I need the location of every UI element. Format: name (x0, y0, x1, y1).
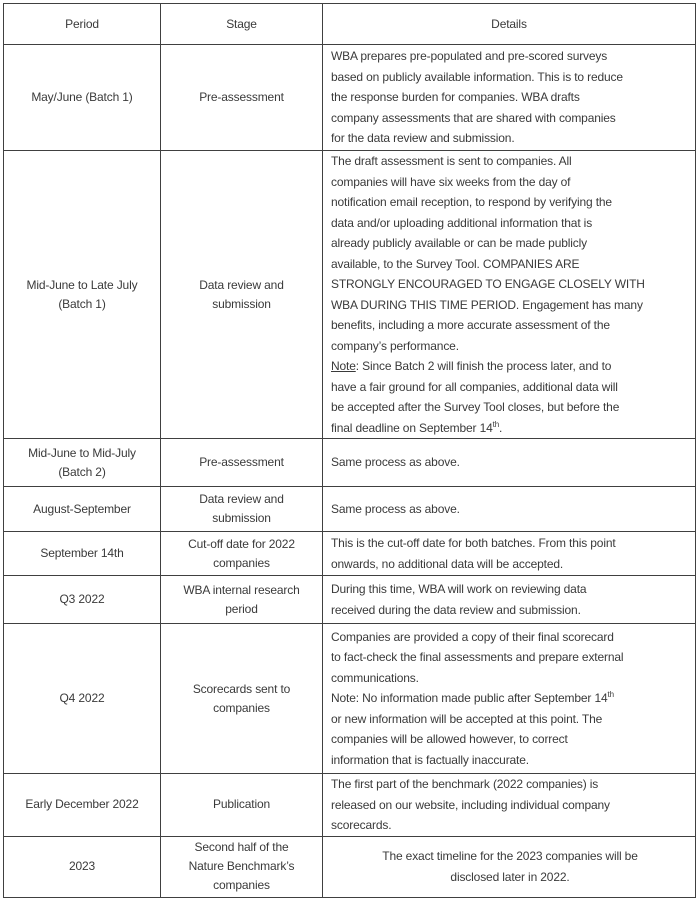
stage-text: Second half of the (194, 840, 289, 854)
period-text: Early December 2022 (25, 797, 139, 812)
details-line: disclosed later in 2022. (450, 869, 570, 884)
details-line: STRONGLY ENCOURAGED TO ENGAGE CLOSELY WITH (331, 277, 645, 291)
details-cell (323, 151, 696, 439)
ordinal-suffix: th (607, 690, 614, 700)
details-line: already publicly available or can be made publicly (331, 236, 587, 250)
details-line: WBA prepares pre-populated and pre-scored surveys (331, 49, 608, 64)
details-line: companies will be allowed however, to correct (331, 732, 568, 747)
stage-text: submission (212, 296, 271, 311)
period-cell (4, 439, 161, 487)
period-text: September 14th (40, 546, 124, 560)
details-line: benefits, including a more accurate assessment of the (331, 318, 610, 332)
stage-cell (161, 151, 323, 439)
details-line: have a fair ground for all companies, additional data will (331, 379, 618, 394)
details-text: final deadline on September 14 (331, 420, 493, 435)
table-row (4, 45, 696, 151)
stage-cell (161, 45, 323, 151)
stage-cell (161, 439, 323, 487)
header-period: Period (4, 4, 161, 45)
period-text: Q4 2022 (59, 691, 105, 705)
timeline-table (3, 3, 696, 898)
period-cell (4, 836, 161, 897)
details-cell (323, 439, 696, 487)
period-text: May/June (Batch 1) (31, 90, 133, 104)
period-text: Q3 2022 (59, 592, 105, 606)
details-line: be accepted after the Survey Tool closes, but before the (331, 400, 620, 414)
details-line: for the data review and submission. (331, 131, 515, 146)
table-row (4, 624, 696, 774)
details-cell (323, 487, 696, 532)
period-text: Mid-June to Late July (26, 277, 138, 292)
table-row (4, 439, 696, 487)
details-line: based on publicly available information. This is to reduce (331, 69, 623, 84)
header-details: Details (323, 4, 696, 45)
details-line: to fact-check the final assessments and prepare external (331, 650, 624, 665)
period-cell (4, 624, 161, 774)
period-text: August-September (33, 501, 131, 516)
stage-cell (161, 576, 323, 624)
details-line (331, 356, 689, 377)
details-line: data and/or uploading additional information that is (331, 215, 593, 230)
stage-text: Data review and (199, 277, 284, 292)
table-row (4, 487, 696, 532)
details-cell (323, 45, 696, 151)
details-cell (323, 532, 696, 576)
details-line: scorecards. (331, 818, 392, 832)
stage-text: Publication (212, 797, 271, 812)
period-text: (Batch 1) (58, 296, 106, 311)
details-line: WBA DURING THIS TIME PERIOD. Engagement has many (331, 297, 643, 312)
period-text: 2023 (68, 859, 96, 873)
details-line: The draft assessment is sent to companies. All (331, 154, 572, 168)
details-line: companies will have six weeks from the day of (331, 174, 571, 189)
stage-text: period (225, 601, 258, 616)
stage-cell (161, 774, 323, 837)
stage-cell (161, 487, 323, 532)
details-line: During this time, WBA will work on reviewing data (331, 582, 587, 596)
details-text: Note: No information made public after September 14 (331, 691, 608, 706)
table-row (4, 576, 696, 624)
details-text: . (499, 420, 503, 435)
details-cell (323, 624, 696, 774)
period-text: Mid-June to Mid-July (28, 445, 136, 460)
details-line (331, 418, 689, 439)
stage-text: Scorecards sent to (192, 681, 291, 696)
period-cell (4, 774, 161, 837)
table-row (4, 151, 696, 439)
stage-text: Data review and (199, 492, 284, 506)
details-line: This is the cut-off date for both batches. From this point (331, 536, 616, 550)
details-line: The first part of the benchmark (2022 companies) is (331, 777, 599, 791)
stage-text: companies (213, 878, 270, 892)
table-row (4, 774, 696, 837)
period-cell (4, 532, 161, 576)
details-text: : Since Batch 2 will finish the process later, and to (355, 359, 612, 373)
stage-cell (161, 532, 323, 576)
details-line: notification email reception, to respond by verifying the (331, 195, 612, 209)
stage-text: companies (213, 700, 270, 715)
stage-text: Pre-assessment (199, 90, 284, 104)
details-line: company’s performance. (331, 338, 459, 353)
details-line: available, to the Survey Tool. COMPANIES ARE (331, 256, 580, 271)
stage-cell (161, 836, 323, 897)
details-line: onwards, no additional data will be accepted. (331, 556, 564, 571)
period-cell (4, 45, 161, 151)
stage-cell (161, 624, 323, 774)
stage-text: Nature Benchmark’s (188, 859, 295, 873)
details-line: communications. (331, 670, 419, 685)
details-line: Same process as above. (331, 455, 460, 470)
table-row (4, 836, 696, 897)
details-line: released on our website, including individual company (331, 797, 610, 812)
ordinal-suffix: th (492, 419, 499, 429)
stage-text: Pre-assessment (199, 455, 284, 469)
header-row (4, 4, 696, 45)
details-line: the response burden for companies. WBA drafts (331, 90, 580, 105)
note-label: Note (331, 359, 356, 373)
period-text: (Batch 2) (58, 464, 106, 479)
details-cell (323, 576, 696, 624)
details-line: company assessments that are shared with companies (331, 110, 616, 125)
details-line: The exact timeline for the 2023 companies will be (382, 849, 638, 863)
details-cell (323, 836, 696, 897)
details-line: Companies are provided a copy of their final scorecard (331, 629, 614, 644)
period-cell (4, 151, 161, 439)
details-cell (323, 774, 696, 837)
stage-text: submission (212, 511, 271, 525)
details-line: Same process as above. (331, 501, 460, 516)
details-line: or new information will be accepted at this point. The (331, 711, 603, 726)
details-line: received during the data review and submission. (331, 602, 581, 617)
period-cell (4, 487, 161, 532)
stage-text: WBA internal research (183, 582, 300, 597)
stage-text: Cut-off date for 2022 (188, 536, 295, 551)
table-row (4, 532, 696, 576)
header-stage: Stage (161, 4, 323, 45)
details-line: information that is factually inaccurate. (331, 752, 529, 767)
period-cell (4, 576, 161, 624)
details-line (331, 688, 689, 709)
stage-text: companies (213, 555, 270, 570)
